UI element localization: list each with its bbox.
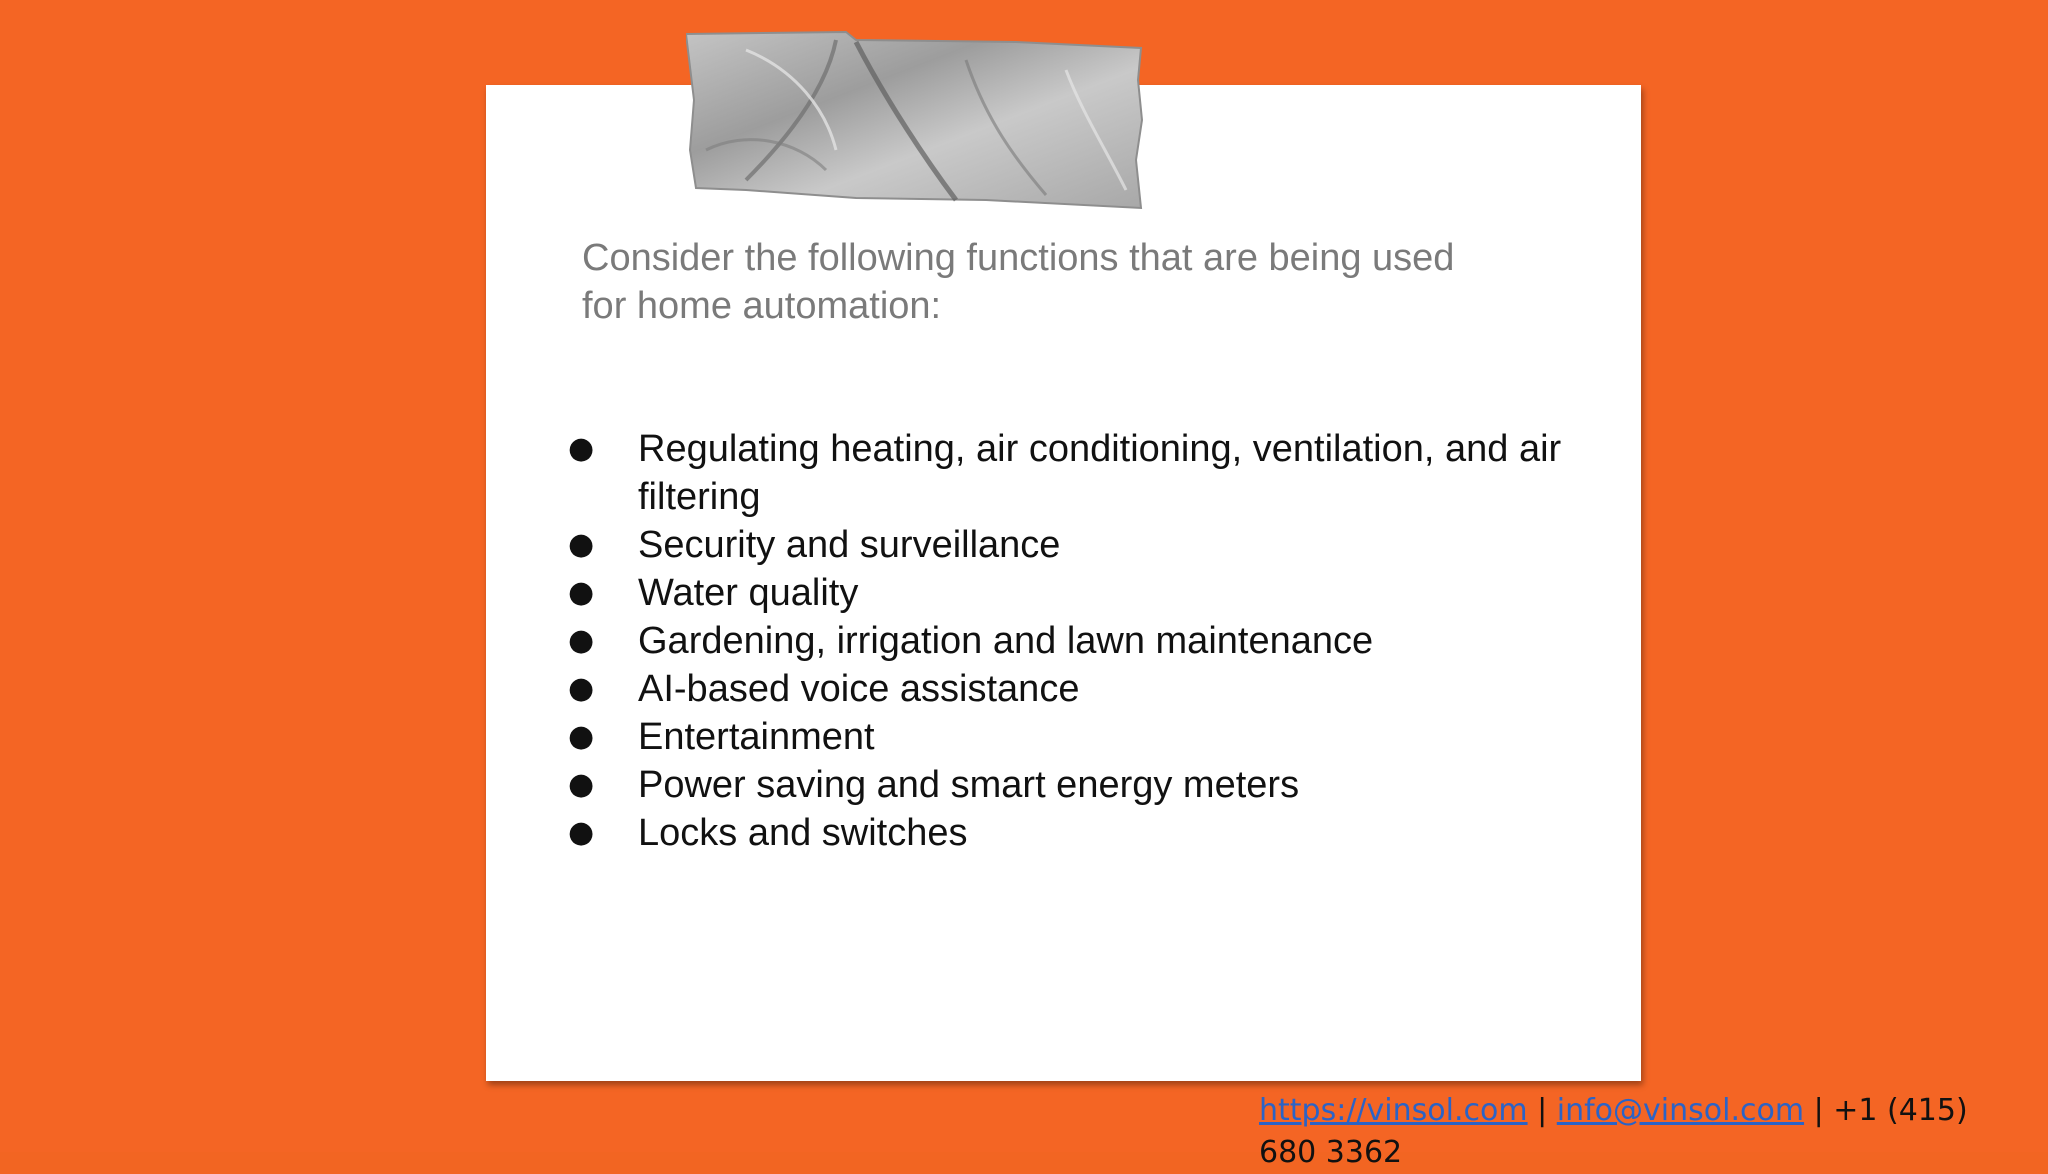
list-item-text: Locks and switches — [638, 812, 968, 854]
list-item — [568, 569, 1608, 617]
list-item-text: Security and surveillance — [638, 524, 1061, 566]
bullet-icon: ● — [568, 815, 595, 850]
list-item — [568, 761, 1608, 809]
list-item — [568, 713, 1608, 761]
bullet-icon: ● — [568, 527, 595, 562]
footer-separator: | — [1804, 1093, 1834, 1128]
intro-paragraph: Consider the following functions that are being used for home automation: — [582, 237, 1455, 327]
list-item — [568, 617, 1608, 665]
automation-functions-list — [568, 425, 1608, 857]
list-item-text: Regulating heating, air conditioning, ventilation, and air filtering — [638, 428, 1562, 518]
bullet-icon: ● — [568, 719, 595, 754]
bullet-icon: ● — [568, 431, 595, 466]
list-item — [568, 809, 1608, 857]
bullet-icon: ● — [568, 767, 595, 802]
list-item — [568, 425, 1608, 521]
list-item — [568, 521, 1608, 569]
list-item-text: AI-based voice assistance — [638, 668, 1080, 710]
list-item-text: Water quality — [638, 572, 859, 614]
list-item — [568, 665, 1608, 713]
list-item-text: Entertainment — [638, 716, 875, 758]
list-item-text: Power saving and smart energy meters — [638, 764, 1300, 806]
footer-separator: | — [1527, 1093, 1557, 1128]
bullet-icon: ● — [568, 671, 595, 706]
phone-number: +1 (415) 680 3362 — [1259, 1093, 1968, 1170]
bullet-icon: ● — [568, 623, 595, 658]
website-link[interactable]: https://vinsol.com — [1259, 1093, 1528, 1128]
bullet-icon: ● — [568, 575, 595, 610]
email-link[interactable]: info@vinsol.com — [1556, 1093, 1805, 1128]
list-item-text: Gardening, irrigation and lawn maintenance — [638, 620, 1374, 662]
duct-tape-icon — [686, 30, 1146, 210]
contact-footer — [1259, 1090, 1979, 1174]
